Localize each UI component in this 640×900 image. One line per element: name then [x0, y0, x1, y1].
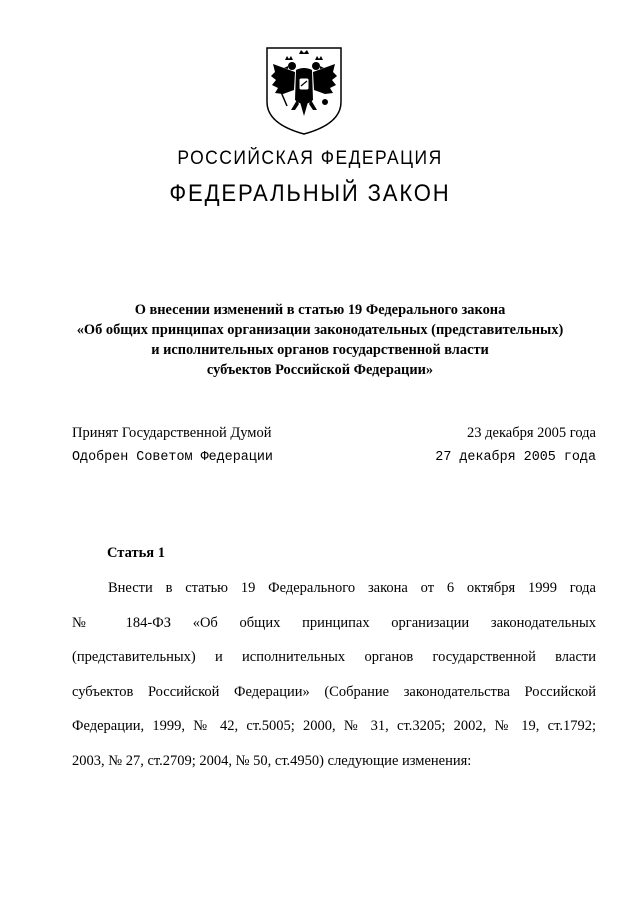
document-type: ФЕДЕРАЛЬНЫЙ ЗАКОН	[169, 180, 451, 207]
article-line: № 184-ФЗ «Об общих принципах организации законодательных	[72, 614, 596, 631]
law-title-line: субъектов Российской Федерации»	[206, 362, 434, 378]
country-name: РОССИЙСКАЯ ФЕДЕРАЦИЯ	[177, 148, 443, 169]
article-line: (представительных) и исполнительных органов государственной власти	[72, 649, 596, 665]
article-line: субъектов Российской Федерации» (Собрание законодательства Российской	[72, 683, 596, 700]
law-title-line: О внесении изменений в статью 19 Федерального закона	[134, 302, 506, 318]
law-title	[60, 300, 580, 380]
law-title-line: «Об общих принципах организации законодательных (представительных)	[76, 322, 564, 338]
article-heading: Статья 1	[107, 545, 165, 561]
law-title-line: и исполнительных органов государственной власти	[151, 342, 489, 358]
duma-adoption-label: Принят Государственной Думой	[72, 425, 272, 441]
article-line: Федерации, 1999, № 42, ст.5005; 2000, № 31, ст.3205; 2002, № 19, ст.1792;	[72, 718, 596, 734]
article-line: Внести в статью 19 Федерального закона от 6 октября 1999 года	[108, 580, 596, 596]
article-line: 2003, № 27, ст.2709; 2004, № 50, ст.4950) следующие изменения:	[72, 752, 472, 769]
coat-of-arms-icon	[263, 42, 345, 138]
article-body	[72, 578, 596, 785]
council-approval-label: Одобрен Советом Федерации	[72, 450, 273, 465]
council-approval-date: 27 декабря 2005 года	[435, 450, 596, 465]
duma-adoption-date: 23 декабря 2005 года	[467, 425, 596, 441]
